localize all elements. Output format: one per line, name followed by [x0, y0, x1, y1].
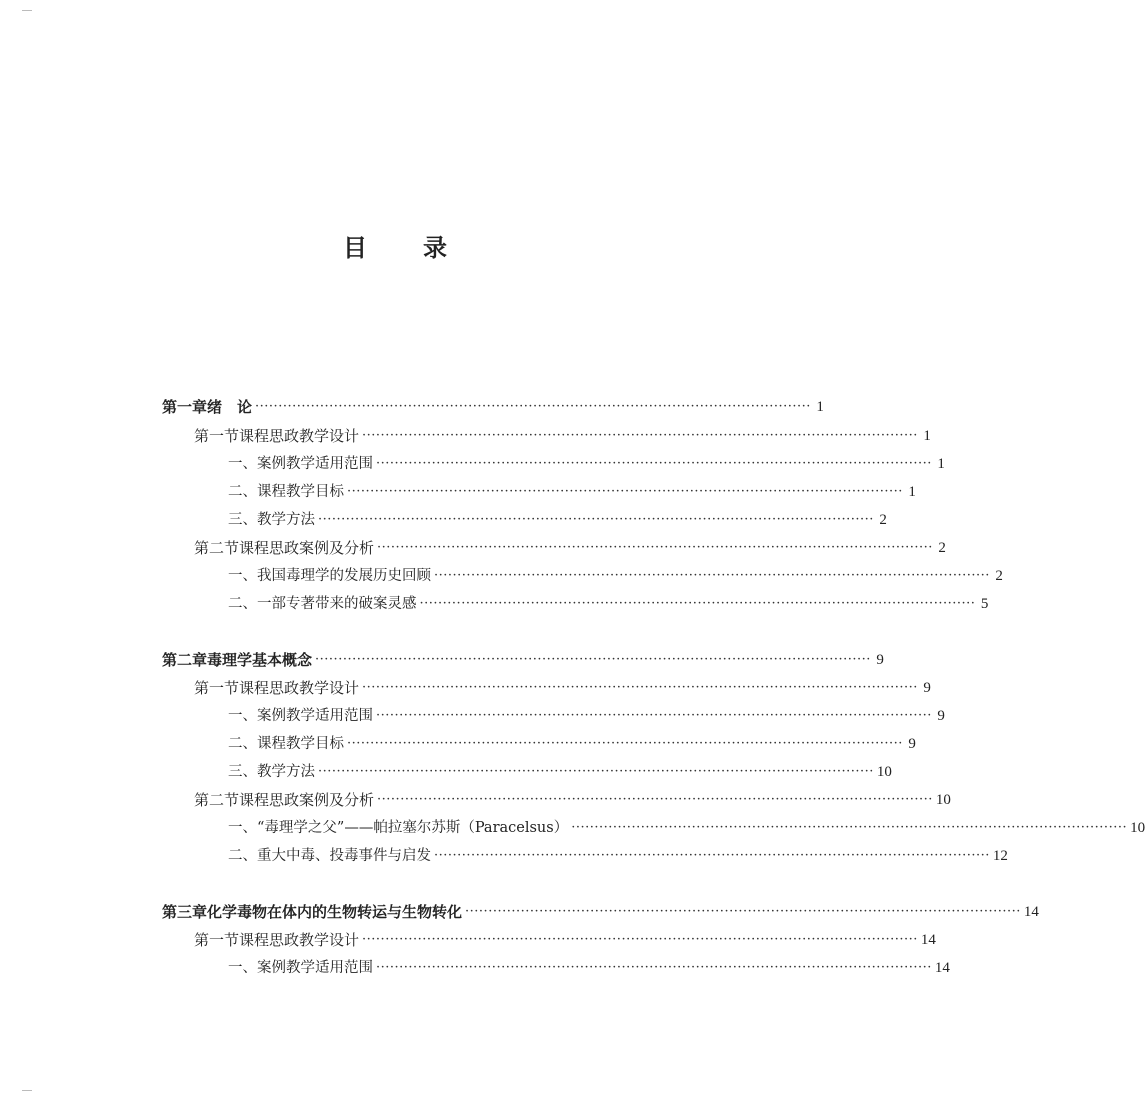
- page-title: [0, 228, 790, 263]
- toc-dot-leader: ························································································································: [362, 680, 918, 695]
- toc-page-number: 14: [1023, 904, 1039, 920]
- page-title-char-2: 录: [423, 233, 447, 262]
- toc-section-1-1[interactable]: [194, 425, 931, 447]
- toc-page-number: 5: [980, 596, 989, 612]
- toc-page-number: 10: [1130, 820, 1145, 836]
- toc-item[interactable]: [228, 565, 1003, 587]
- toc-page-number: 9: [876, 652, 884, 668]
- toc-entry-label: 一、案例教学适用范围: [228, 960, 373, 976]
- toc-chapter-2[interactable]: [162, 649, 884, 671]
- toc-page-number: 12: [992, 848, 1008, 864]
- toc-dot-leader: ························································································································: [362, 932, 918, 947]
- toc-item[interactable]: [228, 733, 916, 755]
- toc-page-number: 2: [995, 568, 1003, 584]
- page-title-char-1: 目: [343, 233, 367, 262]
- toc-page-number: 9: [908, 736, 916, 752]
- toc-item[interactable]: [228, 705, 945, 727]
- toc-entry-label: 课程思政教学设计: [239, 931, 360, 949]
- toc-dot-leader: ························································································································: [318, 764, 874, 779]
- toc-dot-leader: ························································································································: [571, 820, 1128, 835]
- crop-mark-top: [22, 10, 32, 11]
- toc-entry-label: 一、案例教学适用范围: [228, 456, 373, 472]
- toc-chapter-3[interactable]: [162, 901, 1039, 923]
- toc-entry-label: 化学毒物在体内的生物转运与生物转化: [207, 903, 463, 921]
- toc-dot-leader: ························································································································: [318, 512, 874, 527]
- toc-dot-leader: ························································································································: [377, 792, 933, 807]
- toc-entry-label: 二、一部专著带来的破案灵感: [228, 596, 417, 612]
- toc-entry-label: 二、课程教学目标: [228, 484, 344, 500]
- toc-entry-label: 二、课程教学目标: [228, 736, 344, 752]
- toc-item[interactable]: [228, 761, 892, 783]
- toc-page-number: 14: [934, 960, 950, 976]
- toc-section-number: 第一节: [194, 679, 240, 697]
- toc-entry-label: 三、教学方法: [228, 764, 315, 780]
- toc-entry-label: 毒理学基本概念: [207, 651, 313, 669]
- toc-page-number: 10: [935, 792, 951, 808]
- toc-section-number: 第二节: [194, 791, 240, 809]
- toc-item[interactable]: [228, 817, 1145, 839]
- toc-page-number: 1: [816, 399, 824, 415]
- toc-section-2-1[interactable]: [194, 677, 931, 699]
- toc-page-number: 2: [879, 512, 887, 528]
- toc-entry-label: 课程思政案例及分析: [239, 791, 375, 809]
- toc-dot-leader: ························································································································: [376, 960, 932, 975]
- toc-dot-leader: ························································································································: [434, 848, 990, 863]
- toc-page-number: 9: [937, 708, 945, 724]
- toc-page-number: 1: [923, 428, 931, 444]
- toc-dot-leader: ························································································································: [347, 484, 903, 499]
- toc-section-number: 第一节: [194, 931, 240, 949]
- toc-page-number: 1: [908, 484, 916, 500]
- toc-chapter-1[interactable]: [162, 396, 824, 418]
- toc-section-1-2[interactable]: [194, 537, 946, 559]
- toc-entry-label: 一、“毒理学之父”——帕拉塞尔苏斯（Paracelsus）: [228, 820, 569, 836]
- toc-dot-leader: ························································································································: [376, 456, 932, 471]
- toc-entry-label: 二、重大中毒、投毒事件与启发: [228, 848, 431, 864]
- toc-entry-label: 绪 论: [207, 398, 253, 416]
- toc-section-number: 第二节: [194, 539, 240, 557]
- toc-item[interactable]: [228, 845, 1008, 867]
- toc-dot-leader: ························································································································: [255, 399, 811, 414]
- toc-item[interactable]: [228, 593, 989, 615]
- toc-section-number: 第一节: [194, 427, 240, 445]
- toc-chapter-number: 第三章: [162, 903, 208, 921]
- toc-entry-label: 课程思政教学设计: [239, 679, 360, 697]
- toc-chapter-number: 第二章: [162, 651, 208, 669]
- toc-entry-label: 一、案例教学适用范围: [228, 708, 373, 724]
- toc-item[interactable]: [228, 481, 916, 503]
- toc-dot-leader: ························································································································: [362, 428, 918, 443]
- toc-dot-leader: ························································································································: [434, 568, 990, 583]
- toc-dot-leader: ························································································································: [465, 904, 1021, 919]
- crop-mark-bottom: [22, 1090, 32, 1091]
- toc-page-number: 2: [938, 540, 946, 556]
- toc-item[interactable]: [228, 509, 887, 531]
- toc-dot-leader: ························································································································: [315, 652, 871, 667]
- toc-dot-leader: ························································································································: [419, 596, 976, 611]
- toc-dot-leader: ························································································································: [347, 736, 903, 751]
- toc-section-2-2[interactable]: [194, 789, 951, 811]
- toc-entry-label: 课程思政案例及分析: [239, 539, 375, 557]
- toc-section-3-1[interactable]: [194, 929, 936, 951]
- toc-entry-label: 一、我国毒理学的发展历史回顾: [228, 568, 431, 584]
- toc-entry-label: 课程思政教学设计: [239, 427, 360, 445]
- toc-page-number: 9: [923, 680, 931, 696]
- toc-entry-label: 三、教学方法: [228, 512, 315, 528]
- toc-dot-leader: ························································································································: [376, 708, 932, 723]
- toc-chapter-number: 第一章: [162, 398, 208, 416]
- toc-dot-leader: ························································································································: [377, 540, 933, 555]
- toc-page-number: 1: [937, 456, 945, 472]
- toc-item[interactable]: [228, 957, 950, 979]
- toc-item[interactable]: [228, 453, 945, 475]
- toc-page-number: 10: [876, 764, 892, 780]
- toc-page-number: 14: [920, 932, 936, 948]
